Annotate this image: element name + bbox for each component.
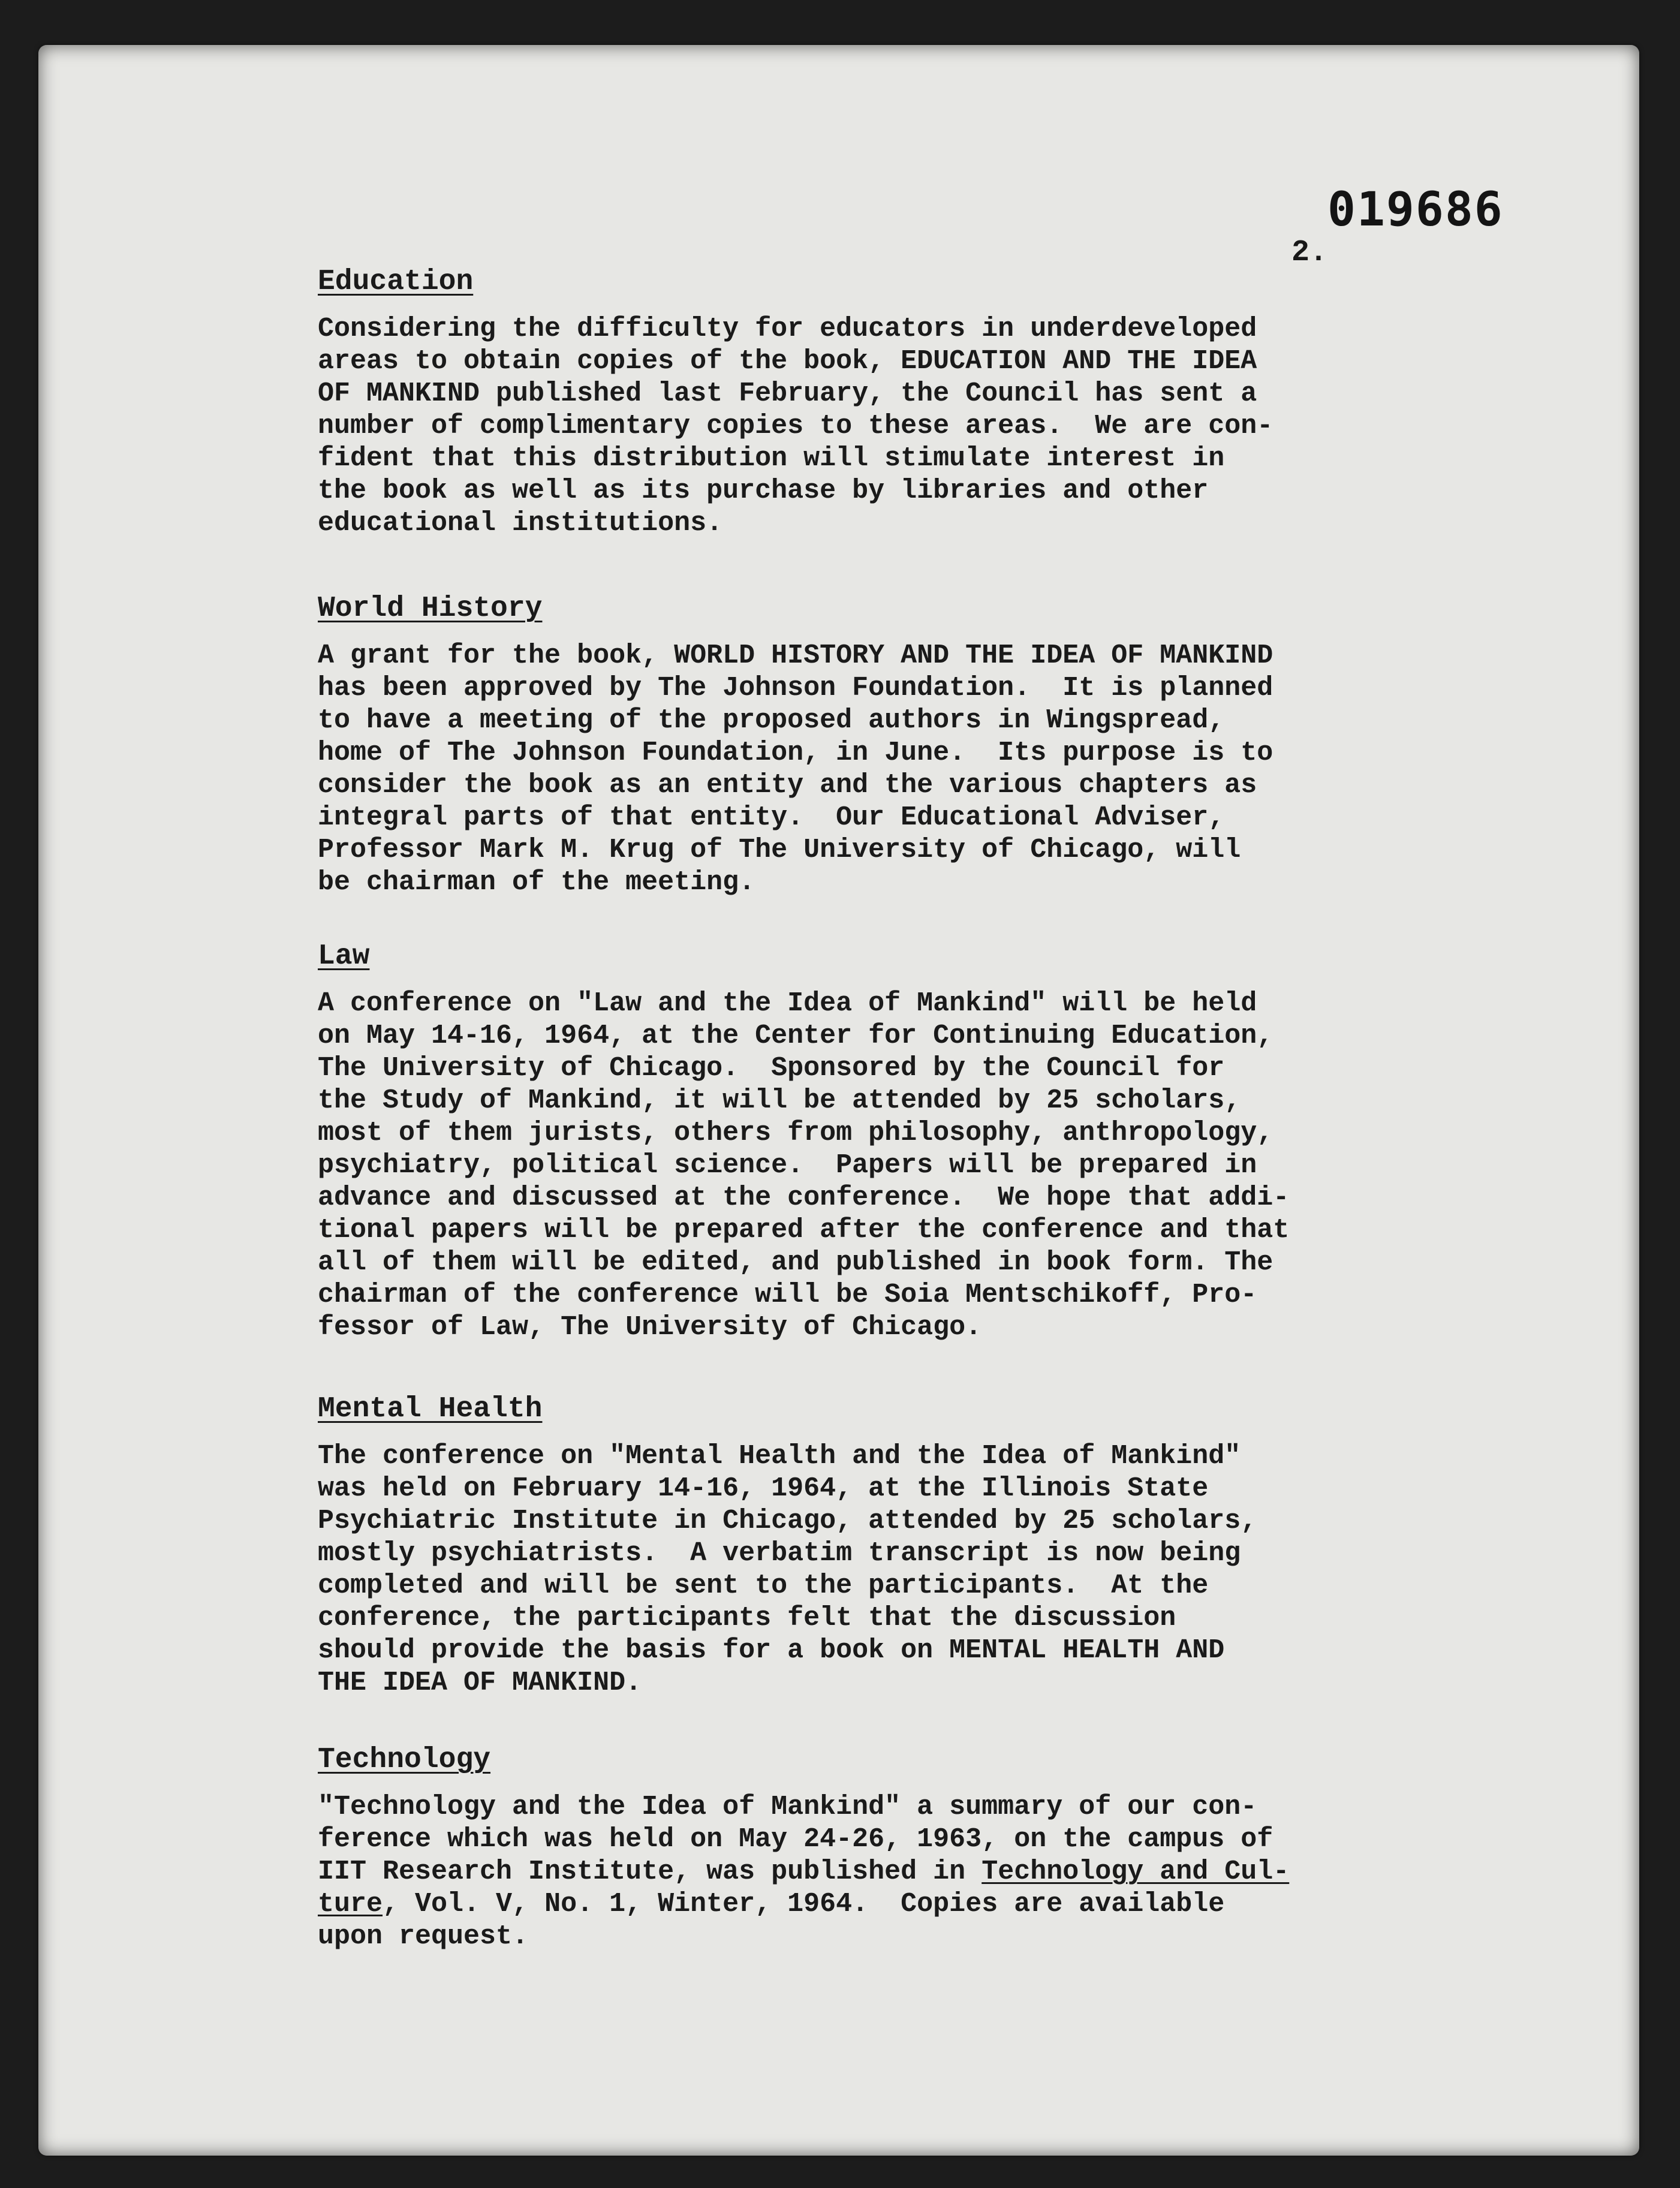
text-line: Considering the difficulty for educators in underdeveloped bbox=[318, 314, 1257, 344]
section-education bbox=[318, 264, 1475, 540]
text-line: integral parts of that entity. Our Educational Adviser, bbox=[318, 802, 1225, 833]
text-line: home of The Johnson Foundation, in June. Its purpose is to bbox=[318, 738, 1273, 768]
section-law bbox=[318, 938, 1475, 1344]
text-line: be chairman of the meeting. bbox=[318, 867, 755, 898]
text-line: chairman of the conference will be Soia Mentschikoff, Pro- bbox=[318, 1280, 1257, 1310]
text-line: THE IDEA OF MANKIND. bbox=[318, 1668, 642, 1698]
text-line: fident that this distribution will stimulate interest in bbox=[318, 443, 1225, 474]
text-line: Psychiatric Institute in Chicago, attended by 25 scholars, bbox=[318, 1506, 1257, 1536]
text-line: advance and discussed at the conference. We hope that addi- bbox=[318, 1182, 1290, 1213]
text-line: tional papers will be prepared after the conference and that bbox=[318, 1215, 1290, 1245]
journal-title: ture bbox=[318, 1889, 383, 1919]
text-line: OF MANKIND published last February, the Council has sent a bbox=[318, 378, 1257, 409]
text-line: Professor Mark M. Krug of The University of Chicago, will bbox=[318, 835, 1241, 865]
text-line: , Vol. V, No. 1, Winter, 1964. Copies are available bbox=[383, 1889, 1225, 1919]
text-line: was held on February 14-16, 1964, at the Illinois State bbox=[318, 1473, 1209, 1504]
text-line: IIT Research Institute, was published in bbox=[318, 1856, 982, 1887]
text-line: completed and will be sent to the participants. At the bbox=[318, 1570, 1209, 1601]
journal-title: Technology and Cul- bbox=[981, 1856, 1290, 1887]
section-heading: Law bbox=[318, 940, 370, 973]
section-heading: Technology bbox=[318, 1744, 491, 1776]
text-line: most of them jurists, others from philosophy, anthropology, bbox=[318, 1118, 1273, 1148]
text-line: has been approved by The Johnson Foundation. It is planned bbox=[318, 673, 1273, 703]
text-line: all of them will be edited, and published in book form. The bbox=[318, 1247, 1273, 1278]
text-line: fessor of Law, The University of Chicago. bbox=[318, 1312, 982, 1343]
text-line: The University of Chicago. Sponsored by the Council for bbox=[318, 1053, 1225, 1084]
section-body bbox=[318, 1440, 1475, 1699]
text-line: number of complimentary copies to these areas. We are con- bbox=[318, 411, 1273, 441]
page-number: 2. bbox=[1291, 236, 1328, 270]
section-body bbox=[318, 988, 1475, 1344]
text-line: mostly psychiatrists. A verbatim transcript is now being bbox=[318, 1538, 1241, 1569]
section-heading: Mental Health bbox=[318, 1393, 543, 1425]
text-line: areas to obtain copies of the book, EDUCATION AND THE IDEA bbox=[318, 346, 1257, 377]
text-line: upon request. bbox=[318, 1921, 529, 1952]
text-line: ference which was held on May 24-26, 1963, on the campus of bbox=[318, 1824, 1273, 1855]
text-line: the Study of Mankind, it will be attended by 25 scholars, bbox=[318, 1085, 1241, 1116]
text-line: on May 14-16, 1964, at the Center for Continuing Education, bbox=[318, 1021, 1273, 1051]
text-line: to have a meeting of the proposed authors in Wingspread, bbox=[318, 705, 1225, 736]
section-body bbox=[318, 1791, 1475, 1953]
section-body bbox=[318, 313, 1475, 540]
text-line: the book as well as its purchase by libraries and other bbox=[318, 475, 1209, 506]
section-world-history bbox=[318, 591, 1475, 899]
text-line: The conference on "Mental Health and the Idea of Mankind" bbox=[318, 1441, 1241, 1471]
text-line: consider the book as an entity and the various chapters as bbox=[318, 770, 1257, 800]
text-line: A conference on "Law and the Idea of Mankind" will be held bbox=[318, 988, 1257, 1019]
section-heading: Education bbox=[318, 266, 474, 298]
text-line: conference, the participants felt that the discussion bbox=[318, 1603, 1176, 1633]
section-heading: World History bbox=[318, 592, 543, 625]
text-line: psychiatry, political science. Papers will be prepared in bbox=[318, 1150, 1257, 1181]
section-body bbox=[318, 640, 1475, 899]
section-technology bbox=[318, 1742, 1475, 1953]
text-line: should provide the basis for a book on MENTAL HEALTH AND bbox=[318, 1635, 1225, 1666]
section-mental-health bbox=[318, 1391, 1475, 1699]
text-line: A grant for the book, WORLD HISTORY AND THE IDEA OF MANKIND bbox=[318, 640, 1273, 671]
document-number: 019686 bbox=[1327, 183, 1504, 237]
text-line: educational institutions. bbox=[318, 508, 723, 538]
text-line: "Technology and the Idea of Mankind" a summary of our con- bbox=[318, 1792, 1257, 1822]
